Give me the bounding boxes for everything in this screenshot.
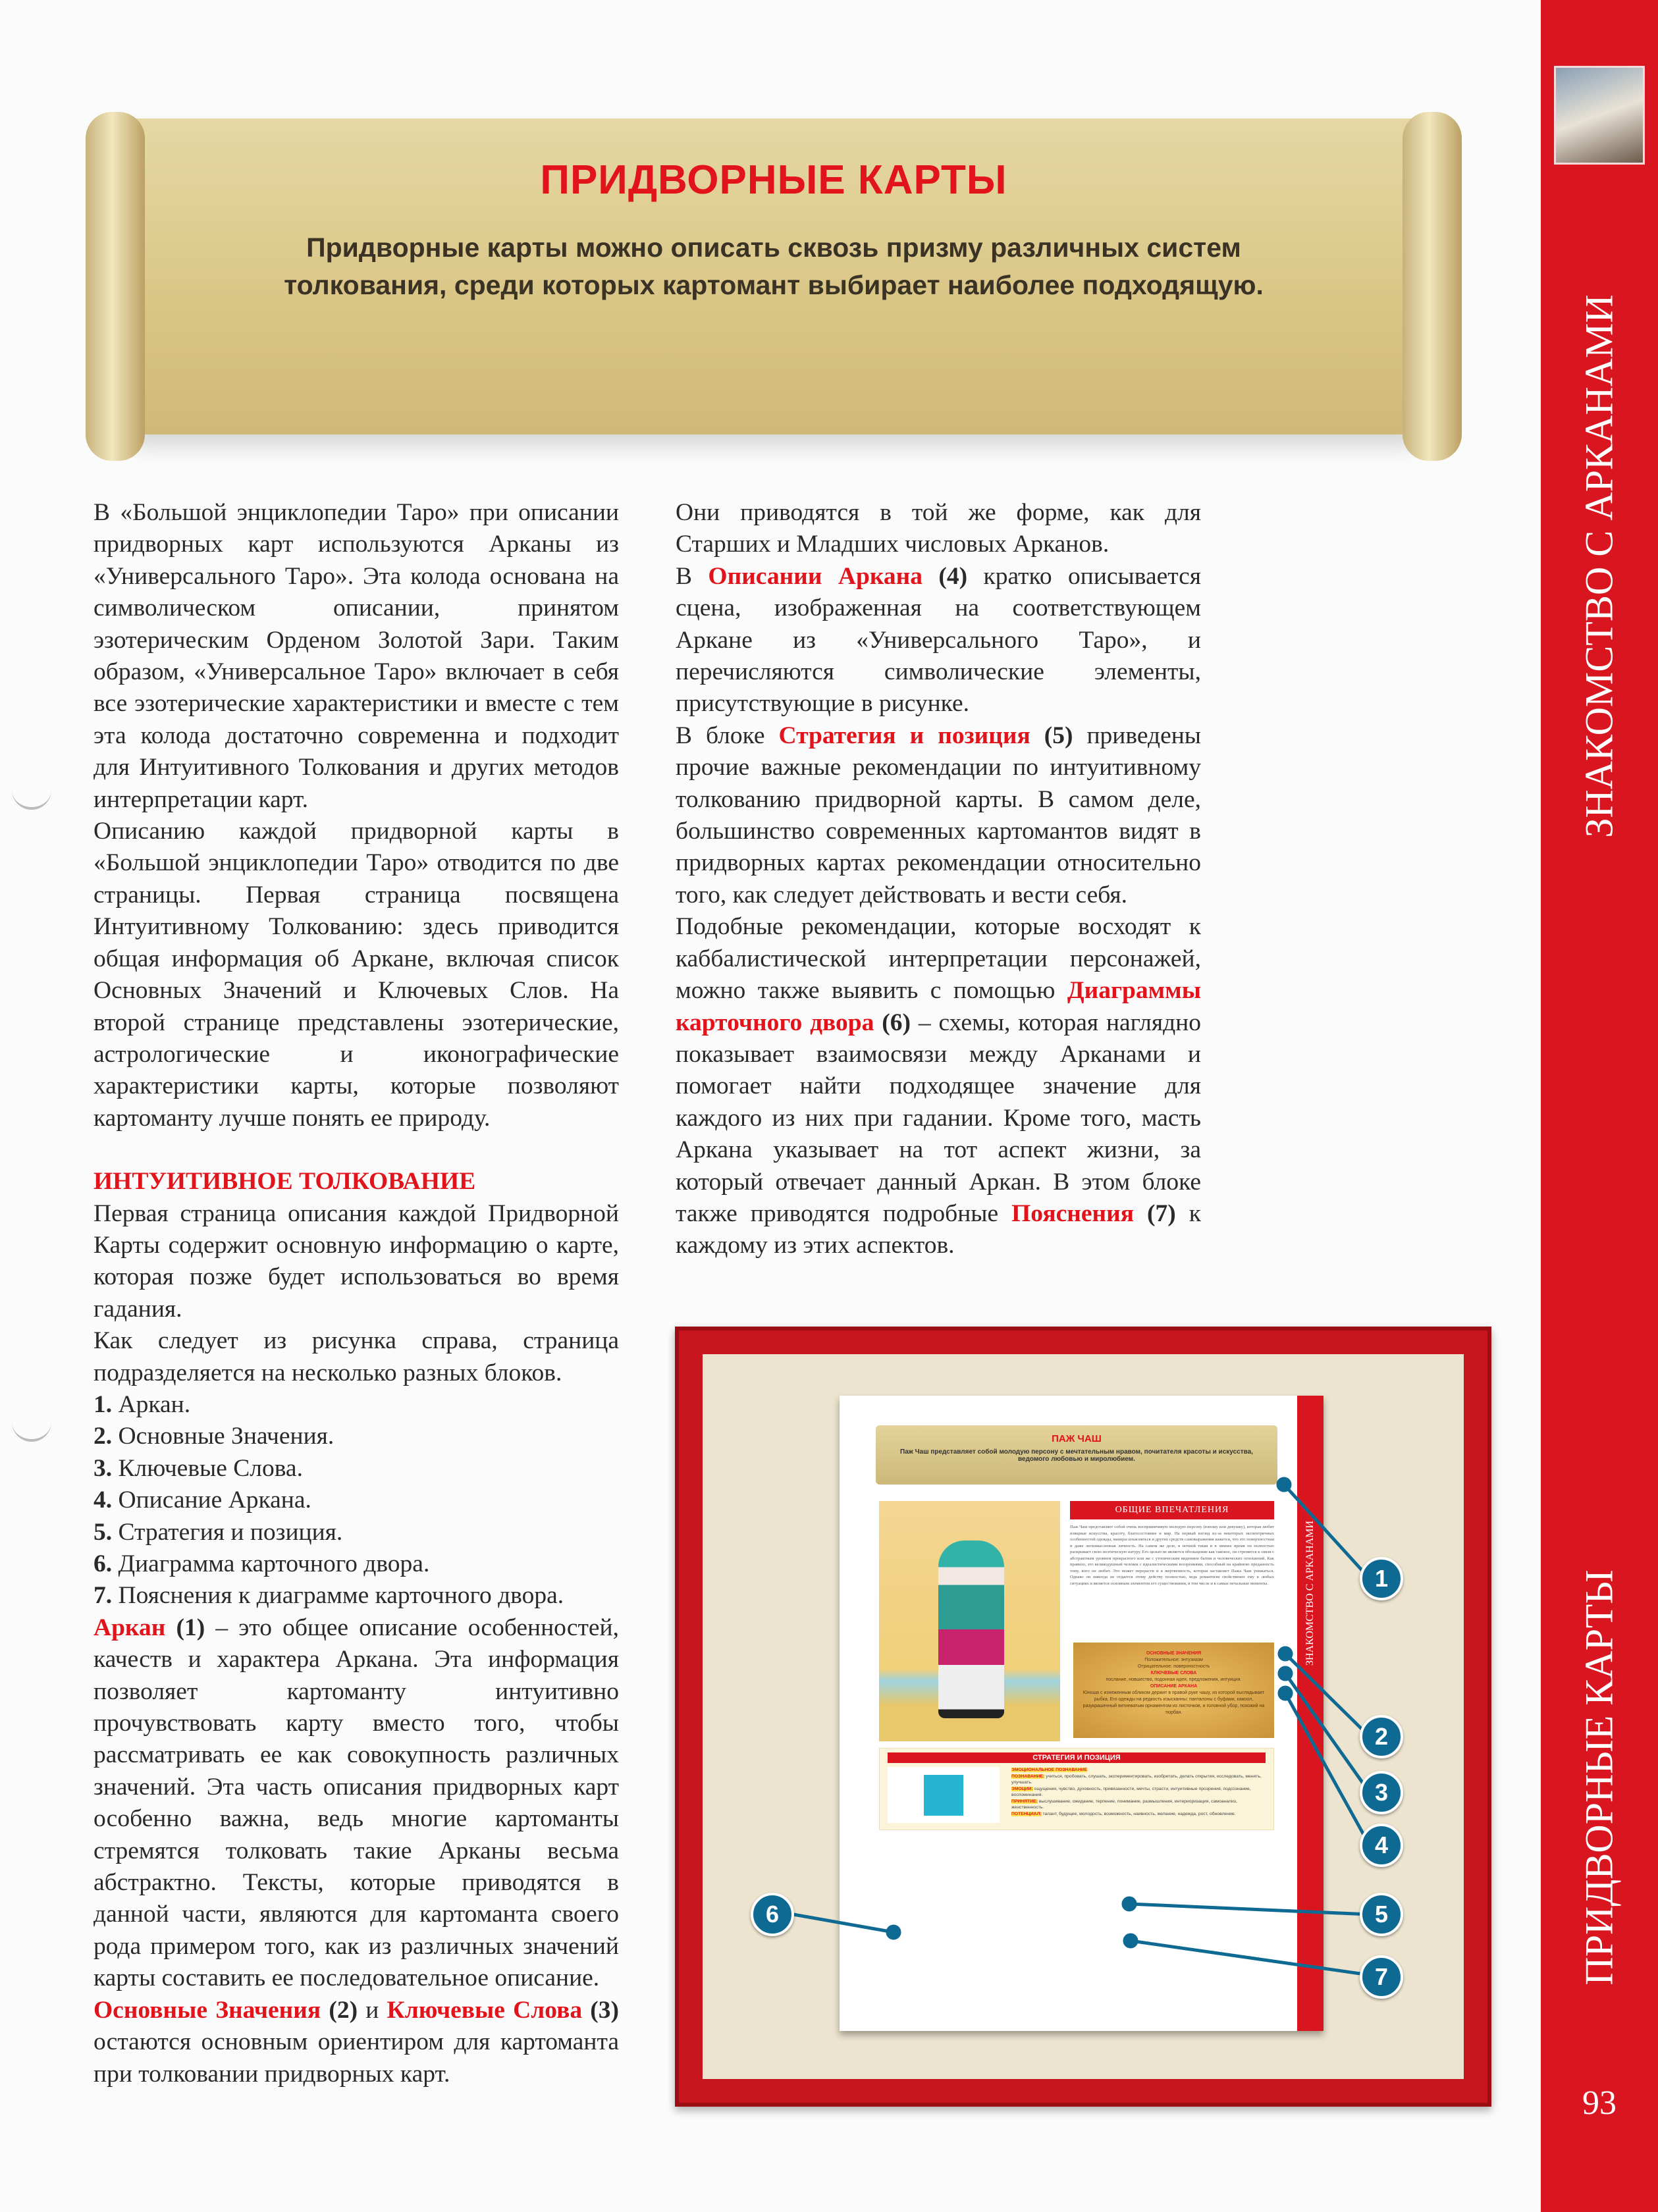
callout-4: 4 bbox=[1360, 1824, 1403, 1867]
paragraph: Описанию каждой придворной карты в «Большой энциклопедии Таро» отводится по две страницы. Первая страница посвящена Интуитивному Толкованию: здесь приводится общая информация об Аркане, включая список Основных Значений и Ключевых Слов. На второй странице представлены эзотерические, астрологические и иконографические характеристики карты, которые позволяют картоманту лучше понять ее природу. bbox=[94, 818, 619, 1132]
term: Основные Значения bbox=[94, 1996, 321, 2024]
callout-dot-7 bbox=[1125, 1935, 1137, 1947]
strategy-key: ПРИНЯТИЕ: bbox=[1011, 1799, 1038, 1804]
paragraph: Как следует из рисунка справа, страница подразделяется на несколько разных блоков. bbox=[94, 1327, 619, 1386]
main-meanings-heading: ОСНОВНЫЕ ЗНАЧЕНИЯ bbox=[1146, 1651, 1202, 1656]
text: кратко описывается сцена, изображенная на соответствующем Аркане из «Универсального Таро», и перечисляются символические элементы, присутствующие в рисунке. bbox=[676, 562, 1201, 718]
text: В блоке bbox=[676, 722, 779, 749]
strategy-value: учиться, пробовать, слушать, экспериментировать, изобретать, делать открытия, исследовать, менять, улучшать. bbox=[1011, 1774, 1262, 1785]
callout-line-1 bbox=[1284, 1485, 1370, 1579]
sample-subtitle: Паж Чаш представляет собой молодую персону с мечтательным нравом, почитателя красоты и искусства, ведомого любовью и миролюбием. bbox=[900, 1448, 1253, 1463]
callout-line-2 bbox=[1285, 1654, 1370, 1737]
page-title: ПРИДВОРНЫЕ КАРТЫ bbox=[540, 157, 1007, 203]
paragraph: Они приводятся в той же форме, как для Старших и Младших числовых Арканов. bbox=[676, 499, 1201, 558]
callout-dot-4 bbox=[1279, 1687, 1291, 1699]
keywords-heading: КЛЮЧЕВЫЕ СЛОВА bbox=[1150, 1671, 1197, 1675]
list-text: Диаграмма карточного двора. bbox=[112, 1550, 430, 1577]
strategy-heading: СТРАТЕГИЯ И ПОЗИЦИЯ bbox=[888, 1752, 1266, 1763]
callout-dot-3 bbox=[1279, 1668, 1291, 1679]
sample-title: ПАЖ ЧАШ bbox=[1052, 1433, 1102, 1444]
callout-line-3 bbox=[1285, 1673, 1370, 1793]
list-text: Ключевые Слова. bbox=[112, 1454, 303, 1482]
list-number: 2. bbox=[94, 1423, 113, 1450]
strategy-value: ощущения, чувство, духовность, привязанности, мечты, страсти, интуитивные прозрения, подсознание, воспоминания. bbox=[1011, 1786, 1251, 1797]
list-number: 6. bbox=[94, 1550, 113, 1577]
section-sidebar bbox=[1541, 0, 1658, 2212]
keywords-text: послание, новшество, подонная идея, предложения, интуиция. bbox=[1106, 1677, 1242, 1682]
callout-dot-1 bbox=[1278, 1479, 1290, 1490]
term: Диаграммы карточного двора bbox=[676, 977, 1201, 1036]
term: Пояснения bbox=[1011, 1199, 1135, 1227]
ref-number: (5) bbox=[1030, 722, 1073, 749]
text: остаются основным ориентиром для картоманта при толковании придворных карт. bbox=[94, 2028, 619, 2088]
text: Подобные рекомендации, которые восходят к каббалистической интерпретации персонажей, можно также выявить с помощью bbox=[676, 913, 1201, 1005]
list-text: Пояснения к диаграмме карточного двора. bbox=[112, 1582, 564, 1610]
list-number: 1. bbox=[94, 1390, 113, 1418]
general-text: Паж Чаш представляет собой очень восприимчивую молодую персону (юношу или девушку), которая любит изящные искусства, красоту, благосостояние и мир. На первый взгляд из-за некоторых экспентричных особенностей одежды, манеры изъясняться и других средств самовыражения кажется, что это поверхностная и даже легкомысленная личность. На самом же деле, в ночной тиши и в зимнее время он полностью раскрывает свою поэтическую натуру. Его целью не является обольщение как таковое, он стремится к связи с абстрактным уровнем прекрасного или же с утопическим видением бытия и человеческих отношений. Как правило, это великодушный человек с идеалистическими воззрениями, способный на крайнюю преданность тому, кого он любит. Это может перерасти и в жертвенность, которая заставляет Пажа Чаш унижаться. Однако он никогда не отдается этому действу полностью, ведь романтизм свойственен ему в любых ситуациях и является основным элементом его существования, в том числе и в самые печальные моменты. bbox=[1070, 1525, 1274, 1586]
callout-3: 3 bbox=[1360, 1771, 1403, 1814]
callout-line-7 bbox=[1131, 1941, 1370, 1975]
list-text: Стратегия и позиция. bbox=[112, 1518, 343, 1546]
list-text: Основные Значения. bbox=[112, 1423, 334, 1450]
page-subtitle: Придворные карты можно описать сквозь призму различных систем толкования, среди которых картомант выбирает наиболее подходящую. bbox=[284, 232, 1264, 300]
text: В bbox=[676, 562, 709, 590]
callout-2: 2 bbox=[1360, 1715, 1403, 1758]
ref-number: (2) bbox=[321, 1996, 358, 2024]
page-number: 93 bbox=[1582, 2084, 1617, 2122]
arcana-description-text: Юноша с изнеженным обликом держит в правой руке чашу, из которой выглядывает рыбка. Его одежды на редкость изысканны: панталоны с буфами, камзол, разукрашенный витиеватым орнаментом из листочков, и головной убор, похожий на тюрбан. bbox=[1083, 1691, 1265, 1715]
callout-dot-5 bbox=[1123, 1898, 1135, 1910]
ref-number: (4) bbox=[922, 562, 968, 590]
term: Ключевые Слова bbox=[387, 1996, 583, 2024]
sidebar-section-label: ЗНАКОМСТВО С АРКАНАМИ bbox=[1577, 294, 1621, 838]
sample-side-text: ЗНАКОМСТВО С АРКАНАМИ bbox=[1304, 1520, 1316, 1666]
strategy-key: ЭМОЦИИ: bbox=[1011, 1786, 1033, 1791]
term: Аркан bbox=[94, 1614, 166, 1641]
strategy-key: ПОЗНАВАНИЕ: bbox=[1011, 1774, 1045, 1779]
list-number: 7. bbox=[94, 1582, 113, 1610]
ref-number: (7) bbox=[1134, 1199, 1176, 1227]
text: – схемы, которая наглядно показывает взаимосвязи между Арканами и помогает найти подходящее значение для каждого из них при гадании. Кроме того, масть Аркана указывает на тот аспект жизни, за который отвечает данный Аркан. В этом блоке также приводятся подробные bbox=[676, 1009, 1201, 1227]
callout-line-5 bbox=[1129, 1904, 1370, 1914]
strategy-value: талант, будущее, молодость, возможность, наивность, желание, надежда, рост, обновление. bbox=[1041, 1811, 1236, 1816]
callout-dot-2 bbox=[1279, 1648, 1291, 1660]
callout-6: 6 bbox=[751, 1893, 794, 1936]
section-heading: ИНТУИТИВНОЕ ТОЛКОВАНИЕ bbox=[94, 1168, 476, 1196]
text: к каждому из этих аспектов. bbox=[676, 1199, 1201, 1259]
term: Стратегия и позиция bbox=[778, 722, 1030, 749]
list-number: 3. bbox=[94, 1454, 113, 1482]
callout-5: 5 bbox=[1360, 1893, 1403, 1936]
callout-7: 7 bbox=[1360, 1955, 1403, 1999]
list-number: 5. bbox=[94, 1518, 113, 1546]
sidebar-topic-label: ПРИДВОРНЫЕ КАРТЫ bbox=[1577, 1569, 1621, 1986]
text: приведены прочие важные рекомендации по интуитивному толкованию придворной карты. В самом деле, большинство современных картомантов видят в придворных картах рекомендации относительно того, как следует действовать и вести себя. bbox=[676, 722, 1201, 908]
term: Описании Аркана bbox=[708, 562, 923, 590]
callout-line-4 bbox=[1285, 1693, 1370, 1845]
arcana-description-heading: ОПИСАНИЕ АРКАНА bbox=[1150, 1684, 1198, 1689]
list-text: Аркан. bbox=[112, 1390, 191, 1418]
text: – это общее описание особенностей, качеств и характера Аркана. Эта информация позволяет картоманту интуитивно прочувствовать карту вместо того, чтобы рассматривать ее как совокупность различных значений. Эта часть описания придворных карт особенно важна, ведь многие картоманты стремятся толковать такие Арканы весьма абстрактно. Тексты, которые приводятся в данной части, являются для картоманта своего рода примером того, как из различных значений карты составить ее последовательное описание. bbox=[94, 1614, 619, 1992]
callout-line-6 bbox=[793, 1914, 894, 1932]
ref-number: (6) bbox=[874, 1009, 911, 1036]
list-text: Описание Аркана. bbox=[112, 1487, 311, 1514]
main-meaning-positive: Положительное: энтузиазм bbox=[1144, 1658, 1203, 1662]
text: и bbox=[358, 1996, 387, 2024]
strategy-title: ЭМОЦИОНАЛЬНОЕ ПОЗНАВАНИЕ bbox=[1011, 1768, 1088, 1772]
ref-number: (1) bbox=[165, 1614, 205, 1641]
callout-1: 1 bbox=[1360, 1557, 1403, 1600]
list-number: 4. bbox=[94, 1487, 113, 1514]
paragraph: В «Большой энциклопедии Таро» при описании придворных карт используются Арканы из «Универсального Таро». Эта колода основана на символическом описании, принятом эзотерическим Орденом Золотой Зари. Таким образом, «Универсальное Таро» включает в себя все эзотерические характеристики и вместе с тем эта колода достаточно современна и подходит для Интуитивного Толкования и других методов интерпретации карт. bbox=[94, 499, 619, 813]
ref-number: (3) bbox=[582, 1996, 620, 2024]
callout-dot-6 bbox=[888, 1926, 899, 1938]
general-heading: ОБЩИЕ ВПЕЧАТЛЕНИЯ bbox=[1070, 1501, 1274, 1519]
avatar-thumbnail bbox=[1554, 66, 1645, 165]
paragraph: Первая страница описания каждой Придворной Карты содержит основную информацию о карте, которая позже будет использоваться во время гадания. bbox=[94, 1199, 619, 1323]
main-meaning-negative: Отрицательное: поверхностность bbox=[1137, 1664, 1210, 1669]
strategy-value: выслушивание, ожидание, терпение, понимание, размышления, интериоризация, самоанализ, женственность. bbox=[1011, 1799, 1237, 1810]
strategy-key: ПОТЕНЦИАЛ: bbox=[1011, 1811, 1042, 1816]
